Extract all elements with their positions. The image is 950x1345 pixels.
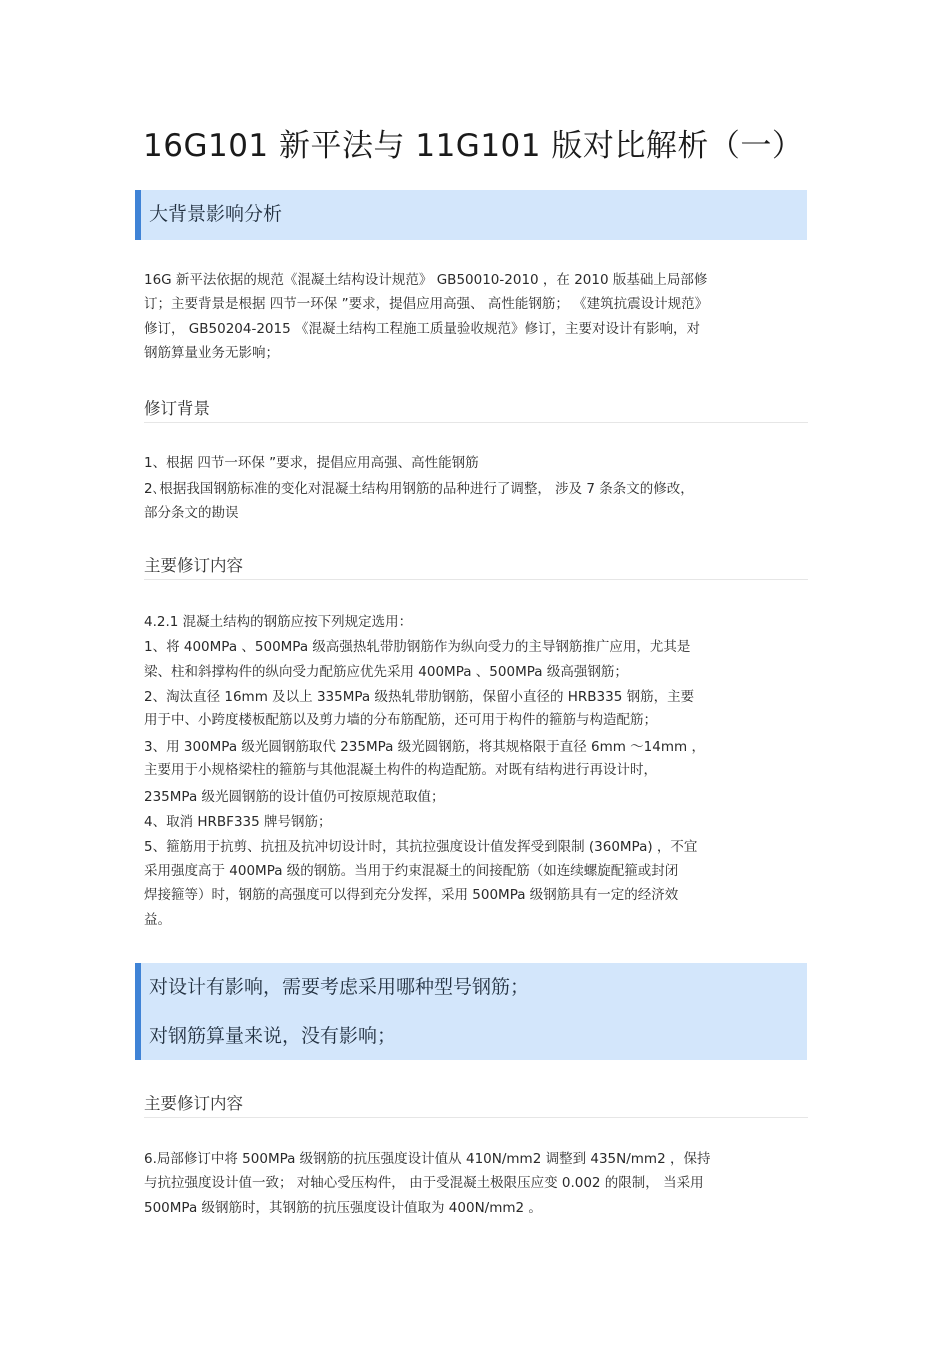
list-item: 4、取消 HRBF335 牌号钢筋； <box>144 814 332 830</box>
list-item: 5、箍筋用于抗剪、抗扭及抗冲切设计时，其抗拉强度设计值发挥受到限制 (360MPa) ，不宜 <box>144 839 698 855</box>
paragraph-line: 修订， GB50204-2015 《混凝土结构工程施工质量验收规范》修订，主要对设计有影响，对 <box>144 321 700 337</box>
list-item: 梁、柱和斜撑构件的纵向受力配筋应优先采用 400MPa 、500MPa 级高强钢筋； <box>144 664 628 680</box>
list-item: 1、根据 四节一环保 ”要求，提倡应用高强、高性能钢筋 <box>144 455 479 471</box>
page-title: 16G101 新平法与 11G101 版对比解析（一） <box>143 128 804 164</box>
list-item: 1、将 400MPa 、500MPa 级高强热轧带肋钢筋作为纵向受力的主导钢筋推广应用，尤其是 <box>144 639 691 655</box>
section-heading-main-revisions-2: 主要修订内容 <box>144 1092 808 1118</box>
paragraph-line: 16G 新平法依据的规范《混凝土结构设计规范》 GB50010-2010 ，在 2010 版基础上局部修 <box>144 272 708 288</box>
callout-text: 对设计有影响，需要考虑采用哪种型号钢筋； <box>149 976 530 998</box>
list-item: 4.2.1 混凝土结构的钢筋应按下列规定选用： <box>144 614 413 630</box>
paragraph-line: 500MPa 级钢筋时，其钢筋的抗压强度设计值取为 400N/mm2 。 <box>144 1200 542 1216</box>
callout-background-impact <box>135 190 807 240</box>
callout-text: 大背景影响分析 <box>149 203 283 225</box>
list-item: 焊接箍等）时，钢筋的高强度可以得到充分发挥，采用 500MPa 级钢筋具有一定的经济效 <box>144 887 679 903</box>
paragraph-line: 钢筋算量业务无影响； <box>144 345 279 361</box>
list-item: 主要用于小规格梁柱的箍筋与其他混凝土构件的构造配筋。对既有结构进行再设计时， <box>144 762 657 778</box>
paragraph-line: 与抗拉强度设计值一致； 对轴心受压构件， 由于受混凝土极限压应变 0.002 的限制， 当采用 <box>144 1175 704 1191</box>
list-item: 235MPa 级光圆钢筋的设计值仍可按原规范取值； <box>144 789 445 805</box>
paragraph-line: 6.局部修订中将 500MPa 级钢筋的抗压强度设计值从 410N/mm2 调整到 435N/mm2 ，保持 <box>144 1151 711 1167</box>
section-heading-revision-background: 修订背景 <box>144 397 808 423</box>
list-item: 采用强度高于 400MPa 级的钢筋。当用于约束混凝土的间接配筋（如连续螺旋配箍或封闭 <box>144 863 679 879</box>
list-item: 益。 <box>144 912 171 928</box>
list-item: 2、淘汰直径 16mm 及以上 335MPa 级热轧带肋钢筋，保留小直径的 HRB335 钢筋，主要 <box>144 689 695 705</box>
list-item: 3、用 300MPa 级光圆钢筋取代 235MPa 级光圆钢筋，将其规格限于直径 6mm ～14mm ， <box>144 739 705 755</box>
callout-design-impact <box>135 963 807 1060</box>
list-item: 用于中、小跨度楼板配筋以及剪力墙的分布筋配筋，还可用于构件的箍筋与构造配筋； <box>144 712 657 728</box>
paragraph-line: 订；主要背景是根据 四节一环保 ”要求，提倡应用高强、 高性能钢筋； 《建筑抗震设计规范》 <box>144 296 709 312</box>
callout-text: 对钢筋算量来说，没有影响； <box>149 1025 397 1047</box>
list-item: 2､根据我国钢筋标准的变化对混凝土结构用钢筋的品种进行了调整， 涉及 7 条条文的修改， <box>144 481 694 497</box>
list-item: 部分条文的勘误 <box>144 505 239 521</box>
section-heading-main-revisions: 主要修订内容 <box>144 554 808 580</box>
